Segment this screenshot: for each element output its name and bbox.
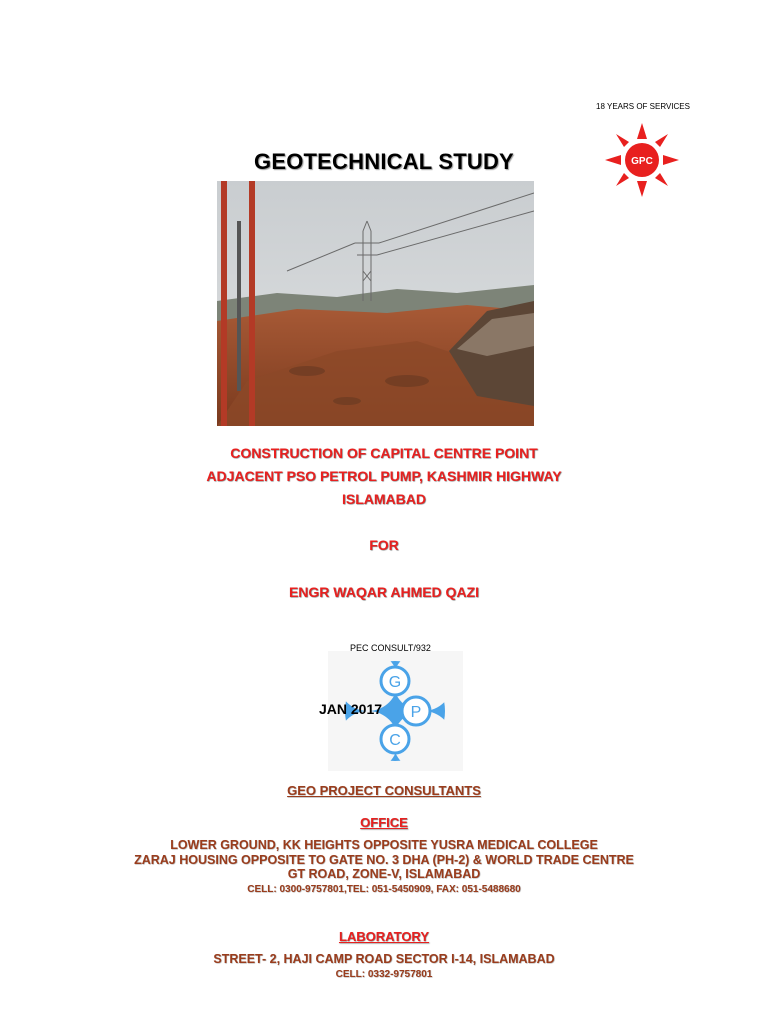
laboratory-contact: CELL: 0332-9757801 xyxy=(335,969,433,980)
office-contact: CELL: 0300-9757801,TEL: 051-5450909, FAX: 051-5488680 xyxy=(247,884,521,895)
client-name: ENGR WAQAR AHMED QAZI xyxy=(288,584,480,600)
gpc-letter-g: G xyxy=(388,674,402,691)
gpc-letter-p: P xyxy=(410,704,422,721)
report-date: JAN 2017 xyxy=(319,701,383,717)
document-title: GEOTECHNICAL STUDY xyxy=(254,149,514,174)
gpc-logo-text: GPC xyxy=(631,156,653,167)
for-label: FOR xyxy=(369,537,399,553)
company-name: GEO PROJECT CONSULTANTS xyxy=(287,783,481,798)
years-of-service-label: 18 YEARS OF SERVICES xyxy=(596,102,690,111)
project-title-line-2: ADJACENT PSO PETROL PUMP, KASHMIR HIGHWAY xyxy=(206,468,562,484)
office-address-line-3: GT ROAD, ZONE-V, ISLAMABAD xyxy=(287,867,481,881)
office-address-line-1: LOWER GROUND, KK HEIGHTS OPPOSITE YUSRA MEDICAL COLLEGE xyxy=(170,838,598,852)
office-heading: OFFICE xyxy=(360,815,408,830)
pec-reference: PEC CONSULT/932 xyxy=(350,643,431,653)
project-title-line-3: ISLAMABAD xyxy=(342,491,426,507)
office-address-line-2: ZARAJ HOUSING OPPOSITE TO GATE NO. 3 DHA (PH-2) & WORLD TRADE CENTRE xyxy=(134,853,634,867)
laboratory-address: STREET- 2, HAJI CAMP ROAD SECTOR I-14, ISLAMABAD xyxy=(213,952,555,966)
site-photo xyxy=(217,181,534,426)
gpc-letter-c: C xyxy=(389,732,401,749)
laboratory-heading: LABORATORY xyxy=(338,929,430,944)
project-title-line-1: CONSTRUCTION OF CAPITAL CENTRE POINT xyxy=(230,445,538,461)
